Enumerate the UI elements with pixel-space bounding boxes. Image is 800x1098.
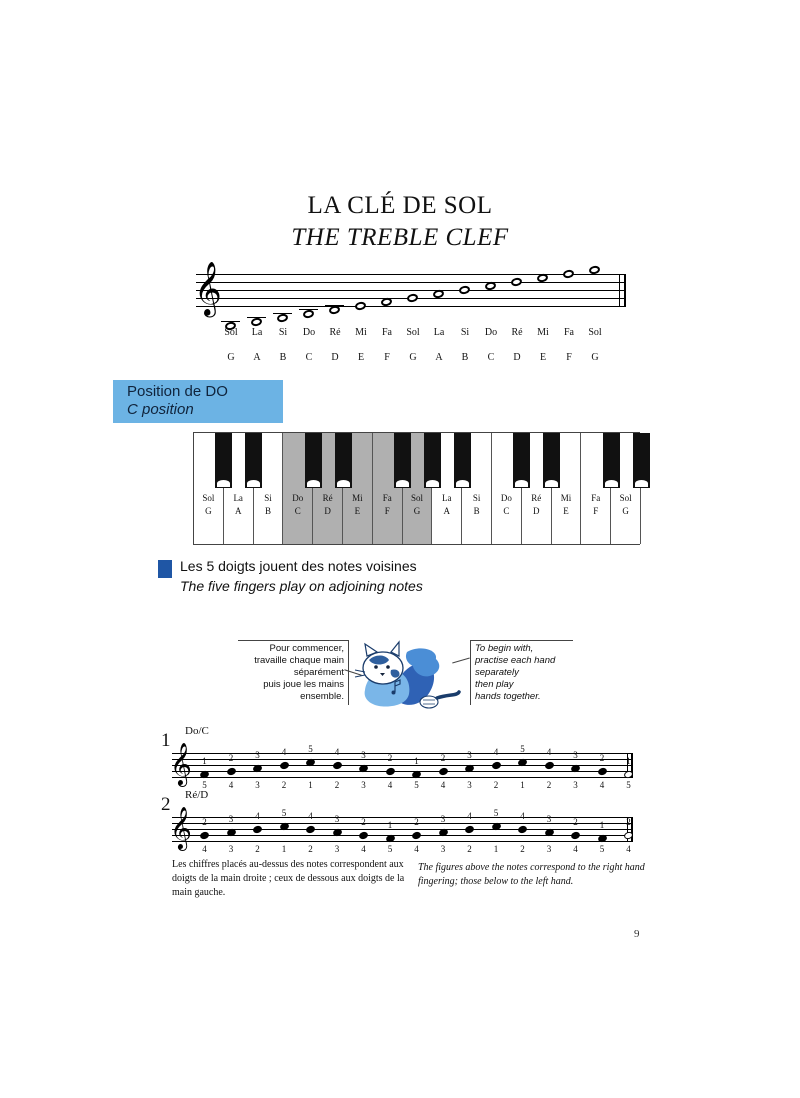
key-label-fr: Si bbox=[472, 493, 481, 503]
fingering-below: 3 bbox=[228, 844, 234, 854]
speech-line: practise each hand bbox=[475, 655, 556, 666]
piano-black-key-3[interactable] bbox=[305, 433, 322, 488]
fingering-below: 4 bbox=[414, 844, 419, 854]
scale-label-fr: Do bbox=[302, 327, 316, 338]
fingering-below: 1 bbox=[308, 780, 313, 790]
fingering-above: 3 bbox=[546, 814, 552, 824]
speech-line: then play bbox=[475, 679, 514, 690]
fingering-below: 5 bbox=[414, 780, 419, 790]
fingering-below: 2 bbox=[493, 780, 499, 790]
scale-label-en: E bbox=[539, 352, 547, 363]
adjoining-notes-text-en: The five fingers play on adjoining notes bbox=[180, 578, 423, 594]
c-position-banner bbox=[113, 380, 283, 423]
scale-label-en: A bbox=[253, 352, 261, 363]
staff-line bbox=[172, 765, 632, 766]
scale-label-fr: Do bbox=[484, 327, 498, 338]
fingering-above: 4 bbox=[334, 747, 340, 757]
staff-line bbox=[172, 829, 632, 830]
speech-line: Pour commencer, bbox=[269, 643, 344, 654]
key-label-en: A bbox=[443, 506, 451, 516]
fingering-above: 2 bbox=[228, 753, 234, 763]
whole-note bbox=[302, 309, 314, 319]
key-label-en: D bbox=[324, 506, 331, 516]
fingering-below: 5 bbox=[626, 780, 631, 790]
scale-label-fr: Ré bbox=[329, 327, 341, 338]
scale-label-fr: Ré bbox=[511, 327, 523, 338]
treble-clef-icon: 𝄞 bbox=[170, 742, 192, 785]
piano-black-key-13[interactable] bbox=[603, 433, 620, 488]
key-label-fr: Mi bbox=[352, 493, 363, 503]
fingering-above: 3 bbox=[440, 814, 446, 824]
scale-label-fr: Mi bbox=[537, 327, 549, 338]
fingering-below: 3 bbox=[334, 844, 340, 854]
scale-staff bbox=[194, 261, 626, 316]
piano-black-key-14[interactable] bbox=[633, 433, 650, 488]
key-label-en: E bbox=[563, 506, 569, 516]
scale-label-fr: La bbox=[251, 327, 263, 338]
fingering-above: 5 bbox=[281, 808, 287, 818]
speech-line: ensemble. bbox=[300, 691, 344, 702]
page-title-fr: LA CLÉ DE SOL bbox=[307, 192, 493, 219]
scale-label-fr: Si bbox=[278, 327, 288, 338]
fingering-above: 3 bbox=[467, 750, 472, 760]
fingering-above: 3 bbox=[228, 814, 234, 824]
key-label-en: F bbox=[384, 506, 390, 516]
fingering-below: 4 bbox=[573, 844, 578, 854]
key-label-en: C bbox=[503, 506, 510, 516]
key-label-fr: Ré bbox=[322, 493, 333, 503]
piano-black-key-11[interactable] bbox=[543, 433, 560, 488]
exercise-1-staff bbox=[170, 742, 632, 785]
key-label-en: D bbox=[532, 506, 540, 516]
fingering-below: 3 bbox=[573, 780, 578, 790]
fingering-above: 1 bbox=[599, 820, 605, 830]
fingering-below: 5 bbox=[599, 844, 605, 854]
piano-black-key-7[interactable] bbox=[424, 433, 441, 488]
fingering-below: 5 bbox=[387, 844, 393, 854]
scale-label-fr: Fa bbox=[564, 327, 574, 338]
fingering-above: 3 bbox=[255, 750, 260, 760]
fingering-below: 4 bbox=[387, 780, 393, 790]
scale-label-en: E bbox=[357, 352, 365, 363]
key-label-fr: Do bbox=[500, 493, 512, 503]
fingering-below: 2 bbox=[281, 780, 287, 790]
scale-label-en: D bbox=[513, 352, 521, 363]
staff-line bbox=[196, 306, 626, 307]
exercise-2-staff bbox=[170, 806, 632, 849]
fingering-below: 2 bbox=[546, 780, 552, 790]
fingering-below: 3 bbox=[255, 780, 260, 790]
banner-label-fr: Position de DO bbox=[127, 383, 228, 400]
speech-bubble-fr bbox=[238, 640, 349, 705]
key-label-en: G bbox=[413, 506, 421, 516]
fingering-above: 5 bbox=[493, 808, 499, 818]
fingering-above: 4 bbox=[520, 811, 525, 821]
speech-line: séparément bbox=[293, 667, 344, 678]
key-label-en: E bbox=[354, 506, 361, 516]
whole-note bbox=[328, 305, 340, 315]
scale-label-fr: Sol bbox=[406, 327, 420, 338]
whole-note bbox=[354, 301, 366, 311]
fingering-above: 1 bbox=[387, 820, 393, 830]
staff-line bbox=[172, 823, 632, 824]
scale-label-en: C bbox=[487, 352, 495, 363]
fingering-below: 2 bbox=[308, 844, 313, 854]
key-label-fr: Si bbox=[264, 493, 272, 503]
caption-fr: Les chiffres placés au-dessus des notes correspondent aux doigts de la main droite ; ceux de dessous aux doigts de la main gauche. bbox=[172, 859, 405, 898]
fingering-below: 4 bbox=[228, 780, 234, 790]
staff-barline-end bbox=[624, 274, 626, 307]
fingering-above: 2 bbox=[387, 753, 393, 763]
key-label-en: B bbox=[264, 506, 271, 516]
fingering-above: 4 bbox=[308, 811, 313, 821]
key-label-fr: Fa bbox=[591, 493, 601, 503]
staff-line bbox=[172, 777, 632, 778]
fingering-above: 2 bbox=[599, 753, 605, 763]
fingering-above: 3 bbox=[334, 814, 340, 824]
staff-line bbox=[196, 274, 626, 275]
fingering-below: 3 bbox=[440, 844, 446, 854]
staff-line bbox=[172, 817, 632, 818]
scale-label-fr: Mi bbox=[355, 327, 367, 338]
exercise-1-number: 1 bbox=[161, 730, 171, 751]
piano-black-key-8[interactable] bbox=[454, 433, 471, 488]
speech-line: travaille chaque main bbox=[254, 655, 344, 666]
scale-label-en: G bbox=[409, 352, 417, 363]
fingering-above: 3 bbox=[573, 750, 578, 760]
treble-clef-icon: 𝄞 bbox=[194, 261, 222, 316]
fingering-above: 4 bbox=[255, 811, 260, 821]
fingering-below: 5 bbox=[202, 780, 207, 790]
scale-label-en: D bbox=[331, 352, 339, 363]
speech-line: separately bbox=[475, 667, 519, 678]
fingering-below: 4 bbox=[202, 844, 207, 854]
fingering-above: 2 bbox=[573, 817, 578, 827]
scale-label-fr: Fa bbox=[382, 327, 392, 338]
scale-label-en: G bbox=[591, 352, 599, 363]
fingering-below: 1 bbox=[281, 844, 287, 854]
speech-line: hands together. bbox=[475, 691, 541, 702]
key-label-fr: Ré bbox=[531, 493, 542, 503]
key-label-en: B bbox=[473, 506, 480, 516]
fingering-above: 1 bbox=[626, 756, 631, 766]
staff-line bbox=[172, 753, 632, 754]
staff-barline bbox=[619, 274, 620, 307]
staff-line bbox=[172, 759, 632, 760]
key-label-fr: La bbox=[233, 493, 243, 503]
key-label-fr: Sol bbox=[619, 493, 632, 503]
fingering-above: 4 bbox=[281, 747, 287, 757]
fingering-below: 4 bbox=[626, 844, 631, 854]
key-label-fr: Sol bbox=[202, 493, 215, 503]
scale-label-fr: Sol bbox=[224, 327, 238, 338]
fingering-above: 2 bbox=[202, 817, 207, 827]
exercise-1-key-label: Do/C bbox=[185, 725, 209, 737]
whole-note bbox=[250, 317, 262, 327]
whole-note bbox=[276, 313, 288, 323]
scale-label-en: F bbox=[384, 352, 390, 363]
scale-label-fr: Si bbox=[460, 327, 470, 338]
caption-en: The figures above the notes correspond to the right hand fingering; those below to the left hand. bbox=[418, 862, 645, 887]
scale-label-en: C bbox=[305, 352, 313, 363]
fingering-below: 2 bbox=[255, 844, 260, 854]
fingering-above: 3 bbox=[361, 750, 366, 760]
speech-line: To begin with, bbox=[475, 643, 534, 654]
fingering-above: 5 bbox=[308, 744, 313, 754]
fingering-above: 2 bbox=[361, 817, 366, 827]
staff-line bbox=[172, 835, 632, 836]
fingering-below: 2 bbox=[467, 844, 472, 854]
piano-black-key-1[interactable] bbox=[245, 433, 262, 488]
exercise-2-key-label: Ré/D bbox=[185, 789, 209, 801]
fingering-above: 5 bbox=[520, 744, 525, 754]
speech-line: puis joue les mains bbox=[263, 679, 344, 690]
key-label-en: G bbox=[622, 506, 629, 516]
scale-label-en: B bbox=[461, 352, 469, 363]
staff-line bbox=[196, 282, 626, 283]
key-label-en: A bbox=[234, 506, 242, 516]
staff-line bbox=[172, 841, 632, 842]
treble-clef-icon: 𝄞 bbox=[170, 806, 192, 849]
piano-black-key-10[interactable] bbox=[513, 433, 530, 488]
exercise-2-number: 2 bbox=[161, 794, 171, 815]
adjoining-notes-text-fr: Les 5 doigts jouent des notes voisines bbox=[180, 558, 417, 574]
fingering-below: 1 bbox=[493, 844, 499, 854]
blue-square-bullet-icon bbox=[158, 560, 172, 578]
staff-line bbox=[196, 290, 626, 291]
fingering-above: 4 bbox=[467, 811, 472, 821]
key-label-fr: Do bbox=[292, 493, 304, 503]
scale-label-en: A bbox=[435, 352, 443, 363]
scale-label-en: G bbox=[227, 352, 235, 363]
fingering-below: 2 bbox=[520, 844, 525, 854]
key-label-fr: Mi bbox=[560, 493, 572, 503]
piano-black-key-0[interactable] bbox=[215, 433, 232, 488]
key-label-fr: Fa bbox=[382, 493, 392, 503]
fingering-above: 4 bbox=[493, 747, 499, 757]
fingering-above: 1 bbox=[202, 756, 207, 766]
scale-label-fr: Sol bbox=[588, 327, 602, 338]
fingering-below: 4 bbox=[440, 780, 446, 790]
fingering-above: 4 bbox=[546, 747, 552, 757]
scale-label-en: B bbox=[279, 352, 287, 363]
banner-label-en: C position bbox=[127, 401, 194, 418]
fingering-above: 1 bbox=[414, 756, 419, 766]
fingering-below: 1 bbox=[520, 780, 525, 790]
cat-illustration bbox=[347, 634, 463, 721]
fingering-below: 3 bbox=[361, 780, 366, 790]
page-number: 9 bbox=[634, 928, 640, 940]
fingering-above: 2 bbox=[440, 753, 446, 763]
key-label-en: F bbox=[593, 506, 599, 516]
piano-black-key-4[interactable] bbox=[335, 433, 352, 488]
fingering-below: 3 bbox=[546, 844, 552, 854]
fingering-below: 4 bbox=[361, 844, 366, 854]
fingering-above: 2 bbox=[414, 817, 419, 827]
piano-keyboard[interactable] bbox=[193, 432, 640, 545]
fingering-below: 3 bbox=[467, 780, 472, 790]
key-label-fr: La bbox=[442, 493, 452, 503]
scale-label-en: F bbox=[566, 352, 572, 363]
key-label-fr: Sol bbox=[410, 493, 423, 503]
key-label-en: G bbox=[205, 506, 212, 516]
speech-bubble-en bbox=[470, 640, 573, 705]
piano-black-key-6[interactable] bbox=[394, 433, 411, 488]
fingering-below: 2 bbox=[334, 780, 340, 790]
scale-label-fr: La bbox=[433, 327, 445, 338]
key-label-en: C bbox=[294, 506, 301, 516]
fingering-below: 4 bbox=[599, 780, 605, 790]
staff-line bbox=[172, 771, 632, 772]
fingering-above: 2 bbox=[626, 817, 631, 827]
page-title-en: THE TREBLE CLEF bbox=[291, 224, 509, 251]
